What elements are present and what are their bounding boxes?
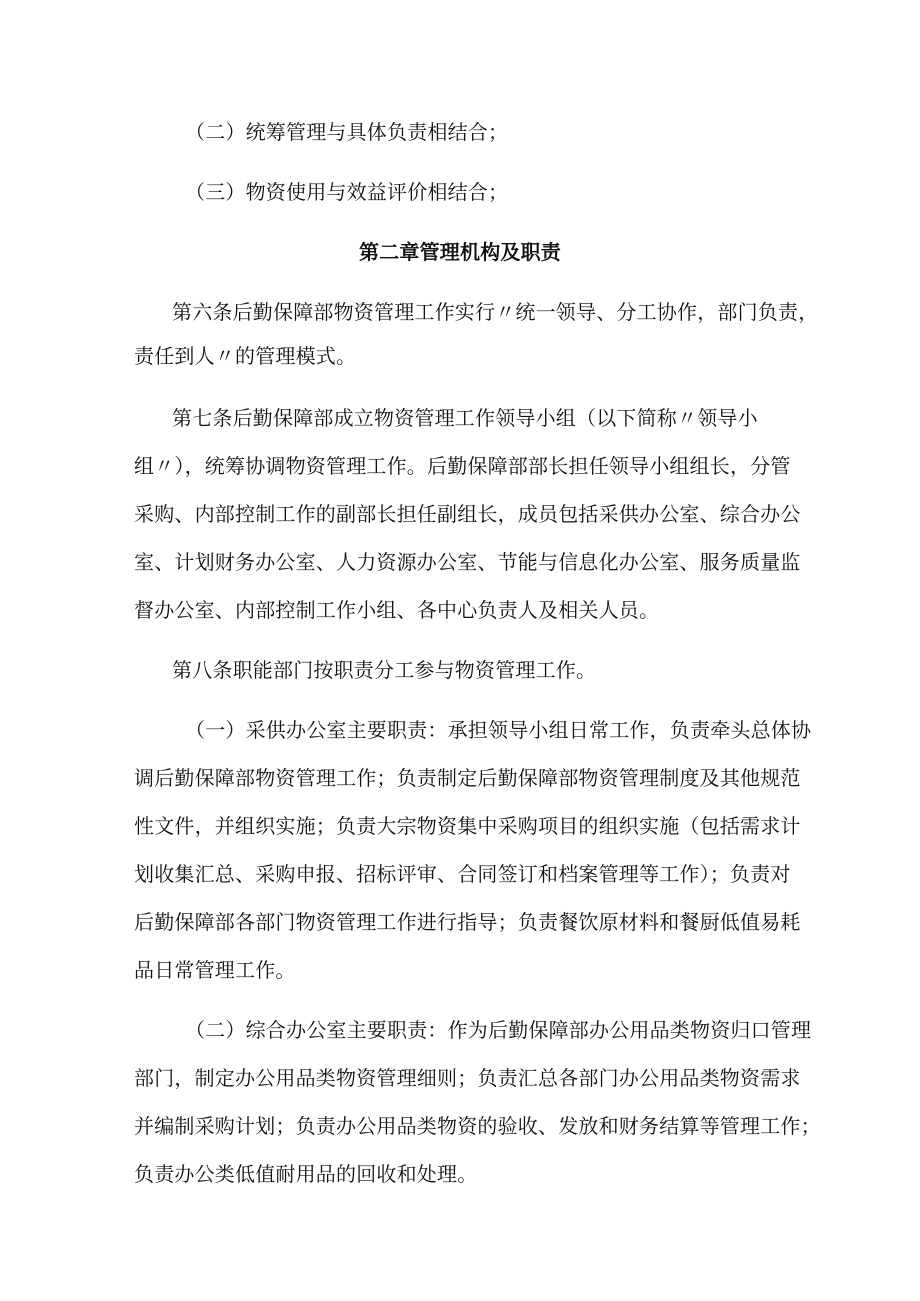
duty-item-2-line-2: 部门，制定办公用品类物资管理细则；负责汇总各部门办公用品类物资需求	[134, 1066, 801, 1090]
duty-item-2-line-3: 并编制采购计划；负责办公用品类物资的验收、发放和财务结算等管理工作；	[134, 1114, 821, 1138]
principle-item-2: （二）统筹管理与具体负责相结合；	[185, 120, 509, 144]
article-7-line-2: 组〃），统筹协调物资管理工作。后勤保障部部长担任领导小组组长，分管	[134, 454, 791, 478]
article-7-line-3: 采购、内部控制工作的副部长担任副组长，成员包括采供办公室、综合办公	[134, 502, 801, 526]
article-6-line-1: 第六条后勤保障部物资管理工作实行〃统一领导、分工协作，部门负责，	[172, 300, 819, 324]
duty-item-1-line-4: 划收集汇总、采购申报、招标评审、合同签订和档案管理等工作）；负责对	[134, 862, 791, 886]
article-6-line-2: 责任到人〃的管理模式。	[134, 344, 357, 368]
article-7-line-5: 督办公室、内部控制工作小组、各中心负责人及相关人员。	[134, 598, 660, 622]
duty-item-1-line-3: 性文件，并组织实施；负责大宗物资集中采购项目的组织实施（包括需求计	[134, 814, 801, 838]
principle-item-3: （三）物资使用与效益评价相结合；	[185, 180, 509, 204]
duty-item-2-line-1: （二）综合办公室主要职责：作为后勤保障部办公用品类物资归口管理	[185, 1018, 812, 1042]
duty-item-2-line-4: 负责办公类低值耐用品的回收和处理。	[134, 1162, 478, 1186]
article-7-line-1: 第七条后勤保障部成立物资管理工作领导小组（以下简称〃领导小	[172, 406, 758, 430]
duty-item-1-line-6: 品日常管理工作。	[134, 958, 296, 982]
article-8: 第八条职能部门按职责分工参与物资管理工作。	[172, 658, 597, 682]
duty-item-1-line-5: 后勤保障部各部门物资管理工作进行指导；负责餐饮原材料和餐厨低值易耗	[134, 910, 801, 934]
chapter-title: 第二章管理机构及职责	[359, 240, 561, 264]
duty-item-1-line-2: 调后勤保障部物资管理工作；负责制定后勤保障部物资管理制度及其他规范	[134, 766, 801, 790]
duty-item-1-line-1: （一）采供办公室主要职责：承担领导小组日常工作，负责牵头总体协	[185, 718, 812, 742]
article-7-line-4: 室、计划财务办公室、人力资源办公室、节能与信息化办公室、服务质量监	[134, 550, 801, 574]
